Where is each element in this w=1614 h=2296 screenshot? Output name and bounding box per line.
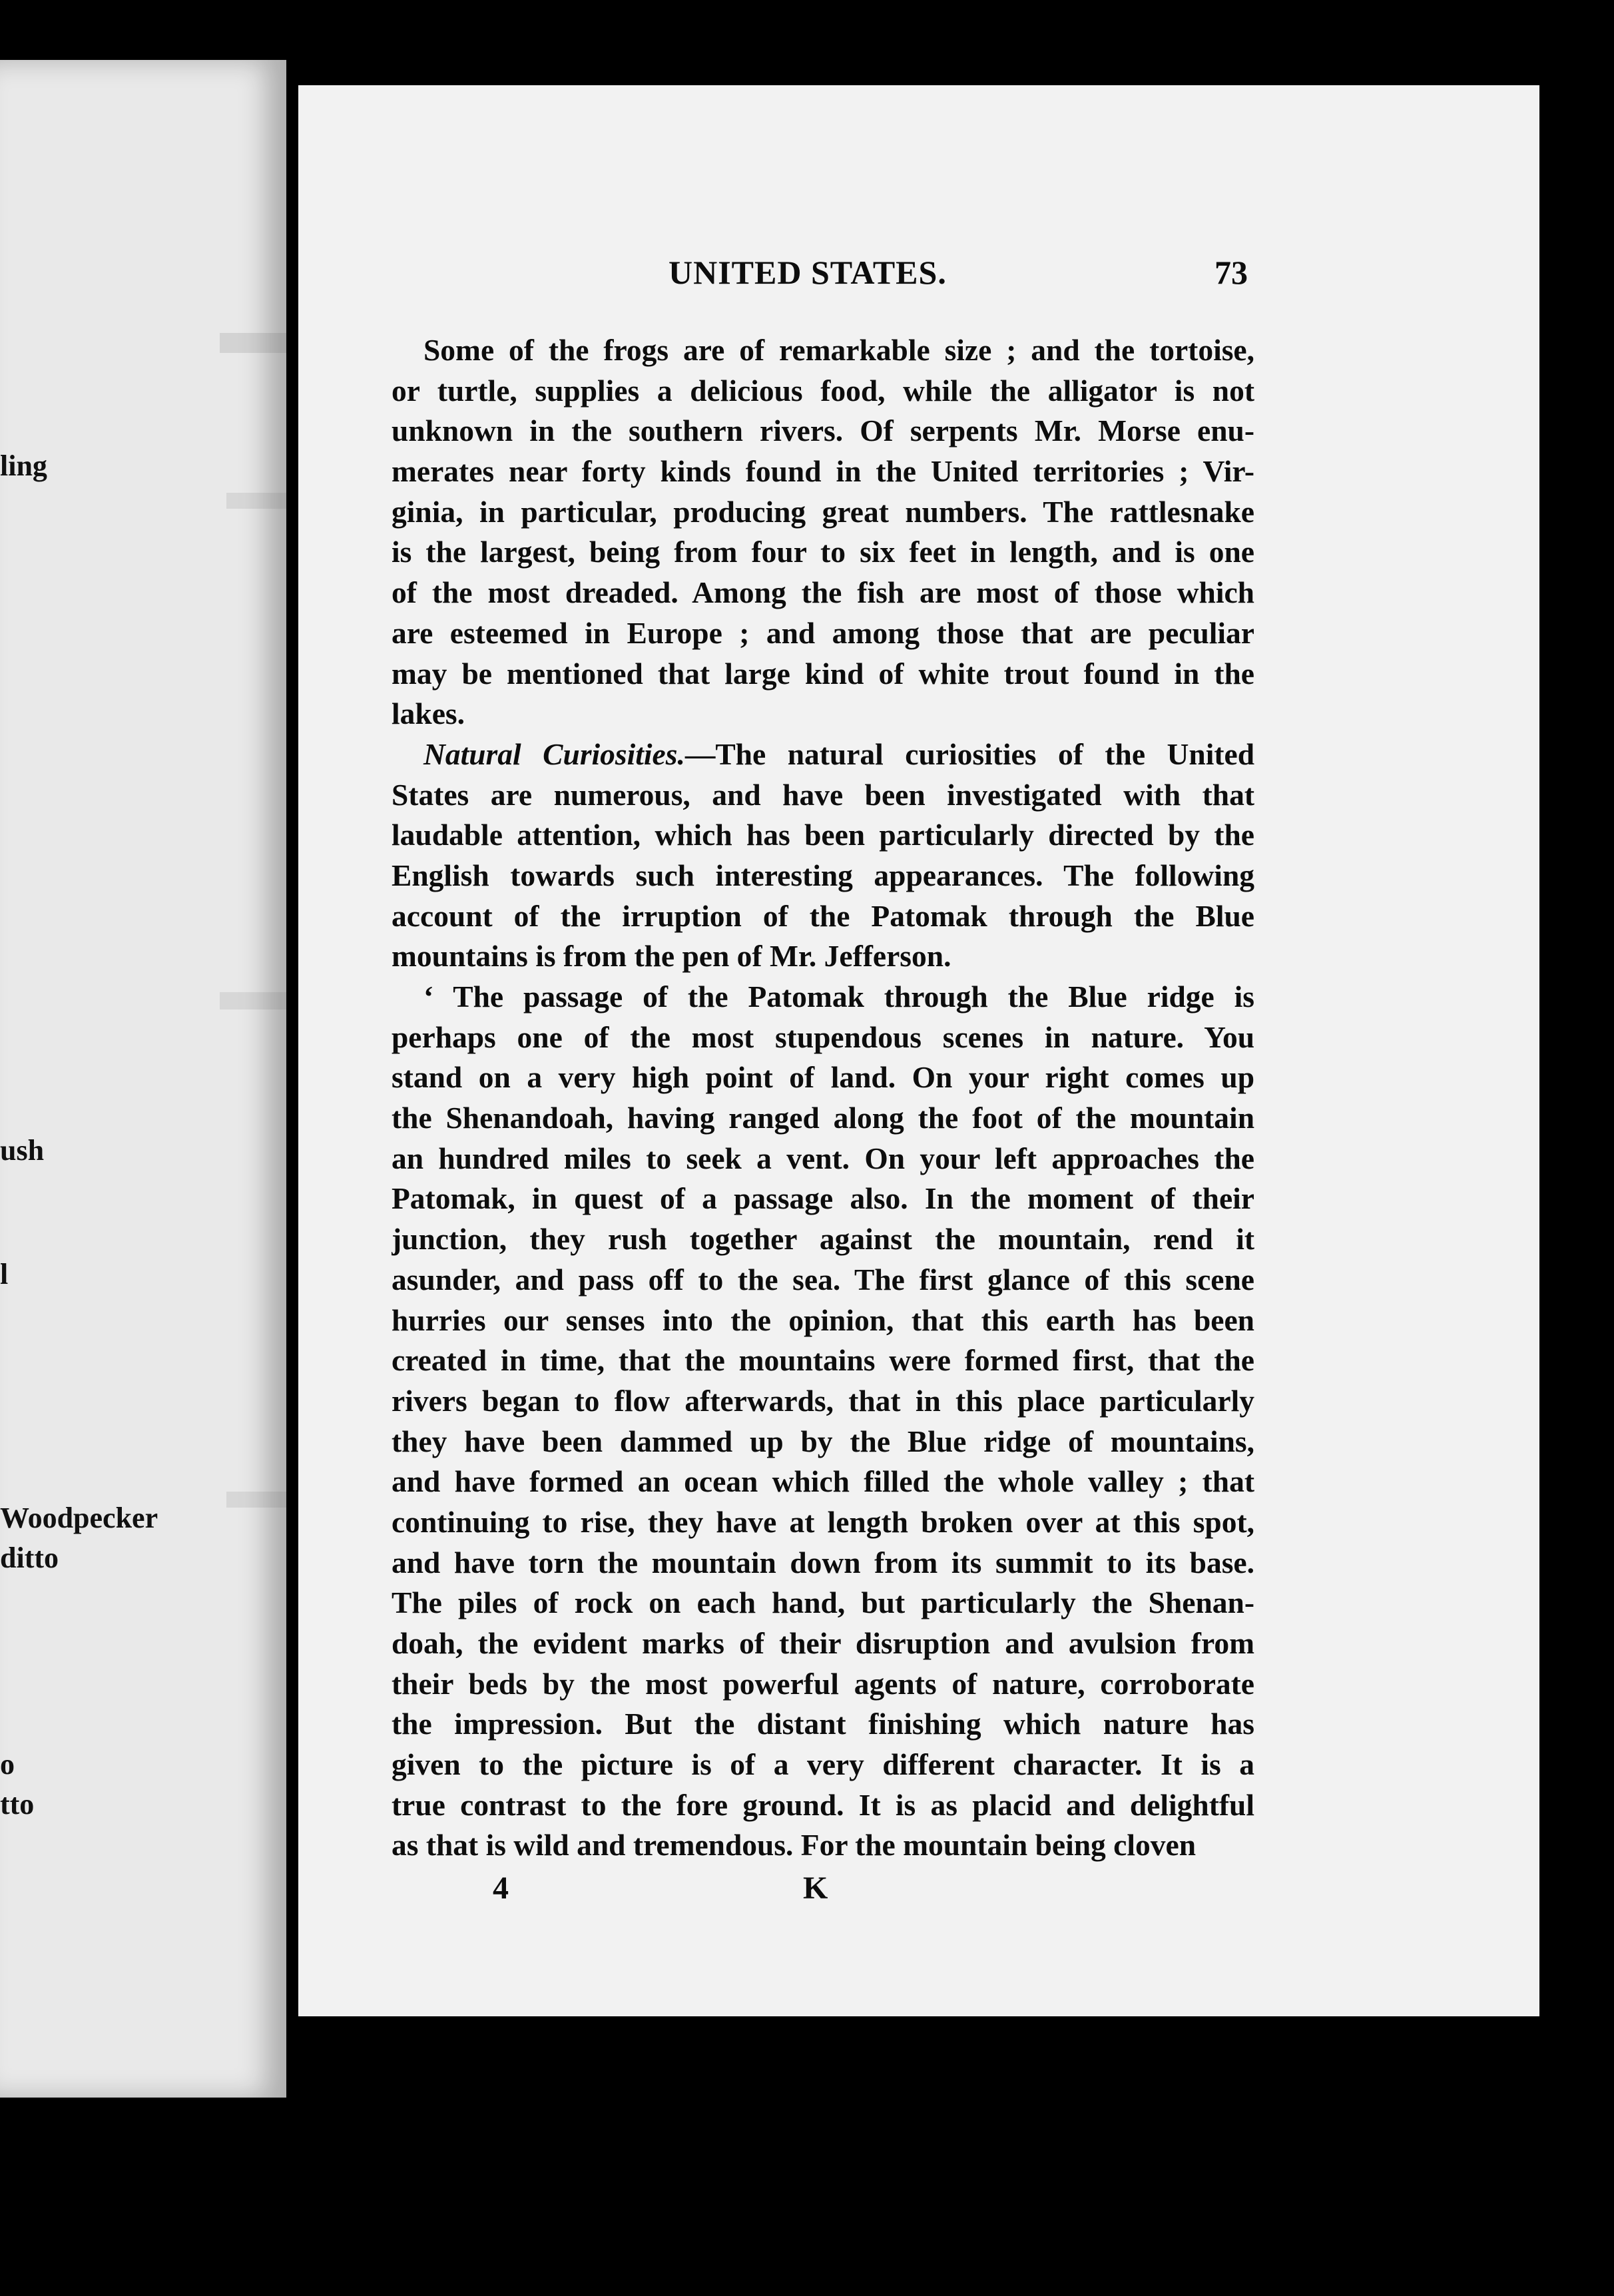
text-line xyxy=(392,1785,1254,1826)
text-line xyxy=(392,451,1254,492)
text-line xyxy=(392,573,1254,613)
text-line-content: and have formed an ocean which filled the whole valley ; that xyxy=(392,1464,1254,1499)
facing-page xyxy=(0,60,286,2098)
text-line xyxy=(392,532,1254,573)
text-line-content: created in time, that the mountains were formed first, that the xyxy=(392,1343,1254,1378)
page-number: 73 xyxy=(1214,254,1248,291)
text-line-content: given to the picture is of a very different character. It is a xyxy=(392,1747,1254,1782)
running-title: UNITED STATES. xyxy=(669,254,947,291)
text-line-content: of the most dreaded. Among the fish are most of those which xyxy=(392,575,1254,610)
text-line-content: asunder, and pass off to the sea. The first glance of this scene xyxy=(392,1262,1254,1296)
text-line xyxy=(392,936,1254,977)
text-line xyxy=(392,1219,1254,1260)
text-line xyxy=(392,1057,1254,1098)
text-line-content: an hundred miles to seek a vent. On your left approaches the xyxy=(392,1141,1254,1175)
text-line-content: as that is wild and tremendous. For the mountain being cloven xyxy=(392,1828,1196,1863)
text-line xyxy=(392,1139,1254,1179)
text-line-content: doah, the evident marks of their disruption and avulsion from xyxy=(392,1626,1254,1660)
body-text xyxy=(392,330,1254,1866)
text-line-content: ginia, in particular, producing great numbers. The rattlesnake xyxy=(392,494,1254,529)
text-line xyxy=(392,694,1254,734)
text-line-content: lakes. xyxy=(392,697,465,731)
text-line-content: rivers began to flow afterwards, that in this place particularly xyxy=(392,1383,1254,1418)
text-line-content: The piles of rock on each hand, but particularly the Shenan- xyxy=(392,1585,1254,1620)
text-line-content: stand on a very high point of land. On your right comes up xyxy=(392,1060,1254,1095)
text-line-content: Some of the frogs are of remarkable size ; and the tortoise, xyxy=(423,333,1254,367)
text-line xyxy=(392,1502,1254,1543)
text-line xyxy=(392,1300,1254,1341)
text-line xyxy=(392,1260,1254,1300)
facing-fragment: l xyxy=(0,1258,9,1291)
text-line xyxy=(392,1664,1254,1705)
text-line-content: may be mentioned that large kind of white trout found in the xyxy=(392,656,1254,691)
text-line-content: the Shenandoah, having ranged along the foot of the mountain xyxy=(392,1101,1254,1135)
text-line-content: unknown in the southern rivers. Of serpents Mr. Morse enu- xyxy=(392,414,1254,448)
text-line xyxy=(392,856,1254,896)
text-line-content: account of the irruption of the Patomak through the Blue xyxy=(392,898,1254,933)
text-line-content: Patomak, in quest of a passage also. In the moment of their xyxy=(392,1181,1254,1216)
text-line xyxy=(392,1825,1254,1866)
text-line xyxy=(392,1462,1254,1502)
text-line-content: mountains is from the pen of Mr. Jefferson. xyxy=(392,939,951,974)
text-line xyxy=(392,1422,1254,1462)
text-line-content: hurries our senses into the opinion, that this earth has been xyxy=(392,1302,1254,1337)
facing-fragment: tto xyxy=(0,1788,35,1821)
text-line-content: are esteemed in Europe ; and among those that are peculiar xyxy=(392,615,1254,650)
facing-fragment: Woodpecker xyxy=(0,1502,158,1534)
text-line-content: the impression. But the distant finishing which nature has xyxy=(392,1707,1254,1741)
text-line-content: merates near forty kinds found in the United territories ; Vir- xyxy=(392,454,1254,489)
facing-fragment: ush xyxy=(0,1134,45,1167)
facing-fragment: o xyxy=(0,1748,15,1781)
text-line xyxy=(392,411,1254,451)
text-line-content: States are numerous, and have been investigated with that xyxy=(392,777,1254,812)
text-line xyxy=(392,775,1254,816)
text-line xyxy=(392,977,1254,1017)
text-line xyxy=(392,734,1254,775)
text-line xyxy=(392,1583,1254,1623)
text-line-content: —The natural curiosities of the United xyxy=(684,736,1254,771)
text-line-content: they have been dammed up by the Blue ridge of mountains, xyxy=(392,1424,1254,1458)
text-line xyxy=(392,371,1254,412)
text-line xyxy=(392,654,1254,695)
text-line-content: English towards such interesting appearances. The following xyxy=(392,858,1254,892)
text-line-content: and have torn the mountain down from its summit to its base. xyxy=(392,1545,1254,1579)
text-line-content: junction, they rush together against the mountain, rend it xyxy=(392,1222,1254,1257)
text-line xyxy=(392,1340,1254,1381)
text-line-content: their beds by the most powerful agents of nature, corroborate xyxy=(392,1666,1254,1701)
text-line-content: perhaps one of the most stupendous scenes in nature. You xyxy=(392,1019,1254,1054)
text-line-content: true contrast to the fore ground. It is as placid and delightful xyxy=(392,1787,1254,1822)
text-line xyxy=(392,815,1254,856)
section-heading: Natural Curiosities. xyxy=(423,736,685,771)
text-line-content: ‘ The passage of the Patomak through the Blue ridge is xyxy=(423,980,1254,1013)
text-line-content: or turtle, supplies a delicious food, while the alligator is not xyxy=(392,373,1254,408)
text-line xyxy=(392,1745,1254,1785)
text-line xyxy=(392,1623,1254,1664)
facing-fragment: ling xyxy=(0,449,47,482)
text-line xyxy=(392,492,1254,533)
text-line xyxy=(392,330,1254,371)
signature-number: 4 xyxy=(493,1870,509,1906)
text-line xyxy=(392,1381,1254,1422)
signature-letter: K xyxy=(803,1870,828,1906)
text-line-content: laudable attention, which has been particularly directed by the xyxy=(392,818,1254,852)
facing-fragment: ditto xyxy=(0,1542,59,1574)
text-line-content: is the largest, being from four to six feet in length, and is one xyxy=(392,535,1254,569)
text-line xyxy=(392,1543,1254,1583)
text-line xyxy=(392,1017,1254,1058)
text-line xyxy=(392,613,1254,654)
text-line xyxy=(392,1179,1254,1219)
text-line-content: continuing to rise, they have at length broken over at this spot, xyxy=(392,1504,1254,1539)
text-line xyxy=(392,896,1254,937)
text-line xyxy=(392,1704,1254,1745)
text-line xyxy=(392,1098,1254,1139)
